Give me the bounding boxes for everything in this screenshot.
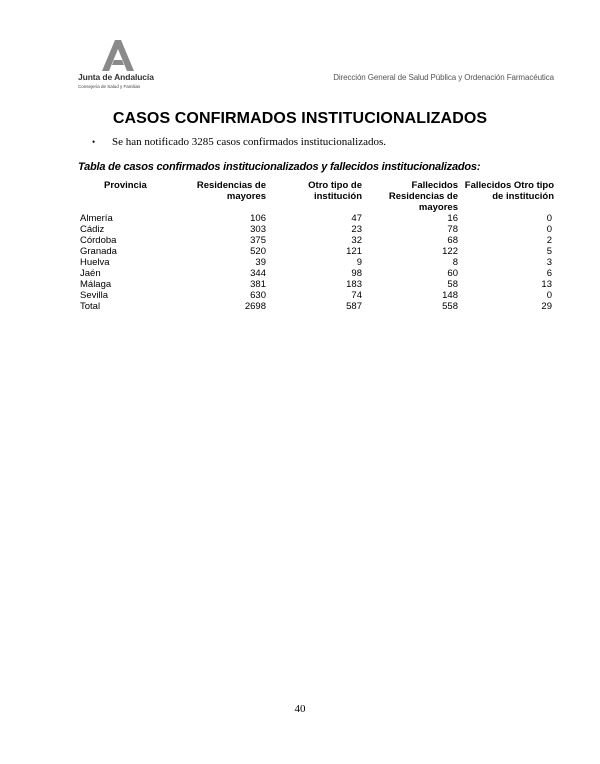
value-cell: 122 [442,246,458,257]
column-header [366,180,458,213]
province-cell: Granada [80,246,117,257]
province-cell: Total [80,301,101,312]
column-header-line: Residencias de [388,191,458,202]
column-header [460,180,554,202]
table-row [78,279,556,290]
value-cell: 47 [351,213,362,224]
column-header-line: Fallecidos Otro tipo [464,180,554,191]
bullet-text: Se han notificado 3285 casos confirmados institucionalizados. [112,136,387,148]
province-cell: Almería [80,213,113,224]
table-row [78,290,556,301]
column-header-line: institución [313,191,362,202]
column-header [166,180,266,202]
value-cell: 0 [546,224,552,235]
logo-name: Junta de Andalucía [78,72,154,82]
column-header-line: mayores [226,191,266,202]
province-cell: Córdoba [80,235,117,246]
value-cell: 344 [250,268,266,279]
province-cell: Málaga [80,279,112,290]
junta-logo [78,38,178,94]
value-cell: 29 [541,301,552,312]
value-cell: 23 [351,224,362,235]
value-cell: 121 [346,246,362,257]
value-cell: 9 [356,257,362,268]
value-cell: 16 [447,213,458,224]
value-cell: 0 [546,290,552,301]
table-header [78,180,556,214]
province-cell: Jaén [80,268,101,279]
value-cell: 6 [546,268,552,279]
value-cell: 375 [250,235,266,246]
table-row [78,213,556,224]
column-header [104,180,164,191]
value-cell: 60 [447,268,458,279]
bullet-icon: • [92,137,96,147]
value-cell: 558 [442,301,458,312]
value-cell: 148 [442,290,458,301]
value-cell: 183 [346,279,362,290]
value-cell: 2 [546,235,552,246]
value-cell: 74 [351,290,362,301]
table-row [78,235,556,246]
value-cell: 8 [452,257,458,268]
column-header [270,180,362,202]
table-row [78,257,556,268]
cases-table [78,180,556,312]
value-cell: 630 [250,290,266,301]
department-header: Dirección General de Salud Pública y Ordenación Farmacéutica [333,73,554,82]
column-header-line: Provincia [104,180,147,191]
province-cell: Huelva [80,257,110,268]
column-header-line: Fallecidos [411,180,458,191]
table-row [78,224,556,235]
province-cell: Sevilla [80,290,108,301]
value-cell: 381 [250,279,266,290]
value-cell: 5 [546,246,552,257]
logo-subtitle: Consejería de Salud y Familias [78,84,141,89]
table-row [78,268,556,279]
value-cell: 39 [255,257,266,268]
value-cell: 2698 [244,301,266,312]
table-row [78,246,556,257]
page-number: 40 [294,703,306,715]
column-header-line: mayores [418,202,458,213]
column-header-line: Residencias de [196,180,266,191]
value-cell: 13 [541,279,552,290]
junta-a-icon [100,40,136,72]
value-cell: 3 [546,257,552,268]
value-cell: 78 [447,224,458,235]
table-row [78,301,556,312]
value-cell: 68 [447,235,458,246]
value-cell: 0 [546,213,552,224]
column-header-line: de institución [492,191,554,202]
page-title: CASOS CONFIRMADOS INSTITUCIONALIZADOS [112,110,488,127]
value-cell: 32 [351,235,362,246]
table-caption: Tabla de casos confirmados institucionalizados y fallecidos institucionalizados: [78,161,481,173]
value-cell: 106 [250,213,266,224]
value-cell: 98 [351,268,362,279]
value-cell: 58 [447,279,458,290]
column-header-line: Otro tipo de [308,180,362,191]
value-cell: 303 [250,224,266,235]
table-body [78,213,556,312]
value-cell: 587 [346,301,362,312]
province-cell: Cádiz [80,224,105,235]
value-cell: 520 [250,246,266,257]
